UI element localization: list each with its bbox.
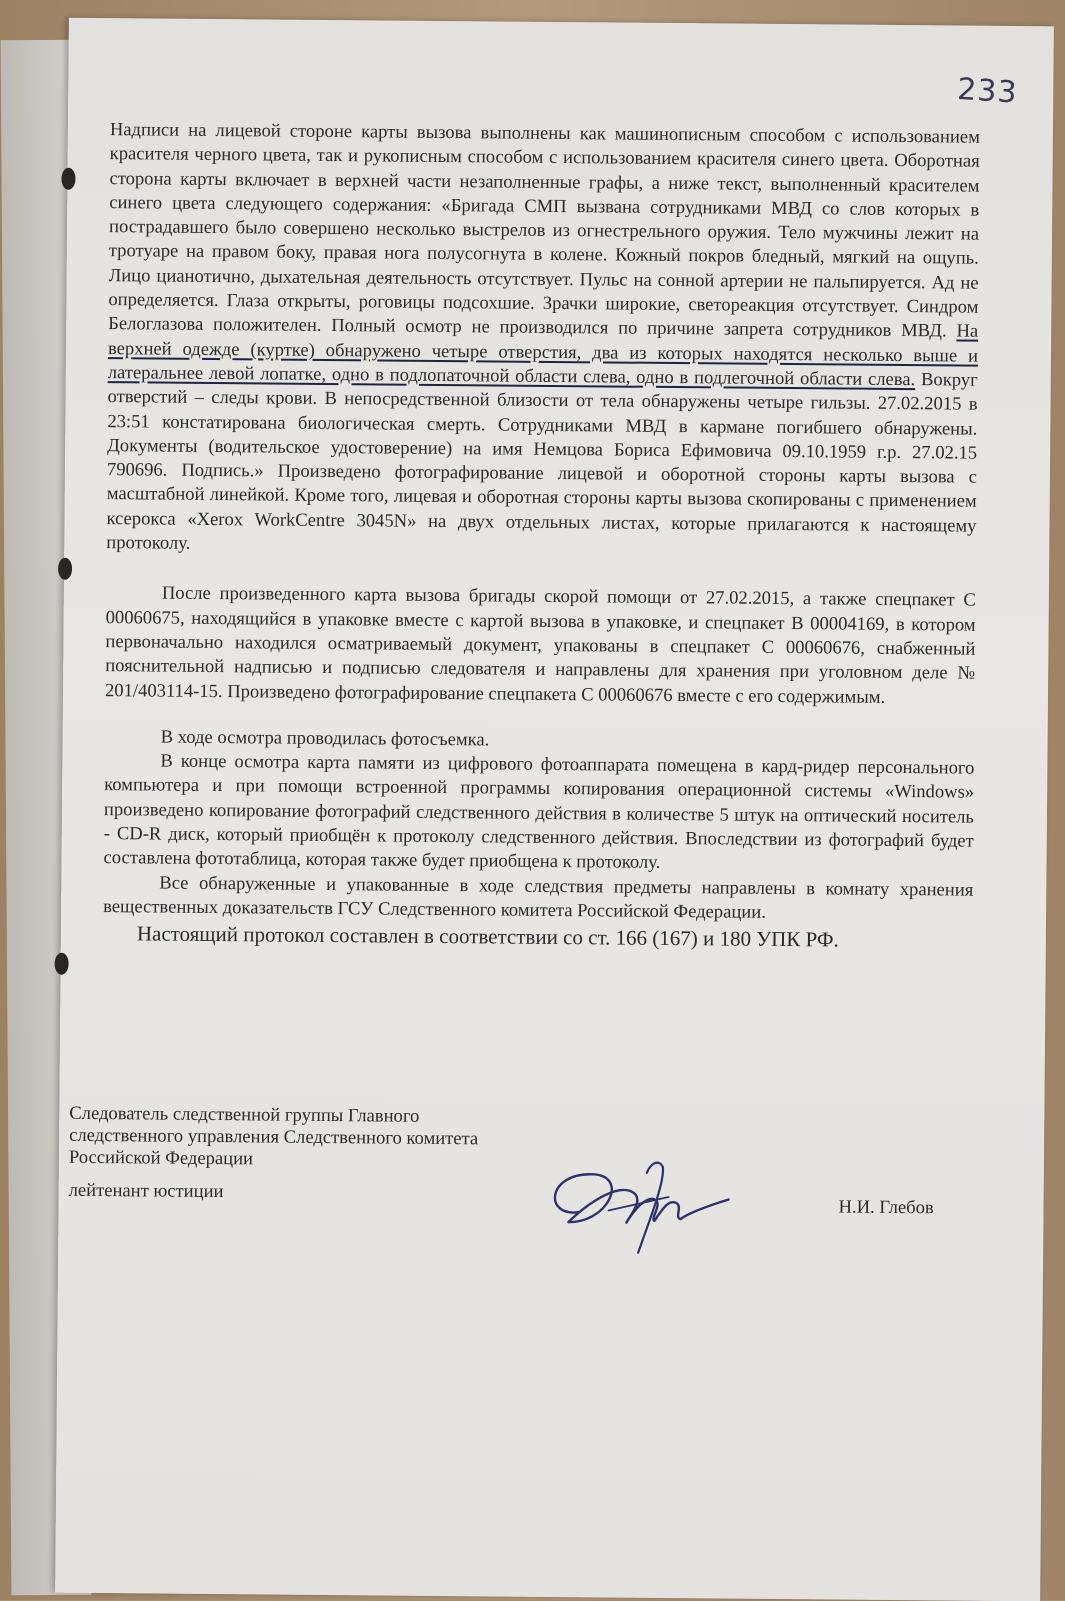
paragraph-text: Вокруг отверстий – следы крови. В непосредственной близости от тела обнаружены четыре гильзы. 27.02.2015 в 23:51 констатирована биологическая смерть. Сотрудниками МВД в кармане погибшего обнаружены. Документы (водительское удостоверение) на имя Немцова Бориса Ефимовича 09.10.1959 г.р. 27.02.15 790696. Подпись.» Произведено фотографирование лицевой и оборотной стороны карты вызова с масштабной линейкой. Кроме того, лицевая и оборотная стороны карты вызова скопированы с применением ксерокса «Xerox WorkCentre 3045N» на двух отдельных листах, которые прилагаются к настоящему протоколу. <box>106 369 978 554</box>
paragraph-packaging: После произведенного карта вызова бригады скорой помощи от 27.02.2015, а также спецпакет С 00060675, находящийся в упаковке вместе с картой вызова в упаковке, и спецпакет В 00004169, в котором первоначально находился осматриваемый документ, упакованы в спецпакет С 00060676, снабженный пояснительной надписью и подписью следователя и направлены для хранения при уголовном деле № 201/403114-15. Произведено фотографирование спецпакета С 00060676 вместе с его содержимым. <box>104 582 976 708</box>
paragraph-photography: В ходе осмотра проводилась фотосъемка. <box>160 726 490 751</box>
position-line: Следователь следственной группы Главного <box>69 1102 420 1127</box>
investigator-position <box>69 1103 970 1177</box>
position-line: следственного управления Следственного комитета <box>69 1124 479 1150</box>
binding-hole <box>55 953 69 975</box>
binding-hole <box>61 168 75 190</box>
paragraph-text: Надписи на лицевой стороне карты вызова выполнены как машинописным способом с использованием красителя черного цвета, так и рукописным способом с использованием красителя синего цвета. Оборотная сторона карты включает в верхней части незаполненные графы, а ниже текст, выполненный красителем синего цвета следующего содержания: «Бригада СМП вызвана сотрудниками МВД со слов которых в пострадавшего было совершено несколько выстрелов из огнестрельного оружия. Тело мужчины лежит на тротуаре на правом боку, правая нога полусогнута в колене. Кожный покров бледный, мягкий на ощупь. Лицо цианотично, дыхательная деятельность отсутствует. Пульс на сонной артерии не пальпируется. Ад не определяется. Глаза открыты, роговицы подсохшие. Зрачки широкие, светореакция отсутствует. Синдром Белоглазова положителен. Полный осмотр не производился по причине запрета сотрудников МВД. <box>108 119 980 342</box>
underlined-passage: На верхней одежде (куртке) обнаружено четыре отверстия, два из которых находятся несколько выше и латеральнее левой лопатке, одно в подлопаточной области слева, одно в подлегочной области слева. <box>107 320 979 391</box>
investigator-rank: лейтенант юстиции <box>68 1179 224 1203</box>
handwritten-page-number: 233 <box>956 71 1019 111</box>
handwritten-signature <box>538 1152 739 1264</box>
protocol-statement: Настоящий протокол составлен в соответствии со ст. 166 (167) и 180 УПК РФ. <box>136 921 839 952</box>
paragraph-evidence-storage: Все обнаруженные и упакованные в ходе следствия предметы направлены в комнату хранения вещественных доказательств ГСУ Следственного комитета Российской Федерации. <box>103 872 974 923</box>
binding-hole <box>58 558 72 580</box>
document-page <box>55 18 1054 1601</box>
paragraph-card-description <box>106 118 980 563</box>
position-line: Российской Федерации <box>68 1146 254 1170</box>
paragraph-copying: В конце осмотра карта памяти из цифрового фотоаппарата помещена в кард-ридер персонального компьютера и при помощи встроенной программы копирования операционной системы «Windows» произведено копирование фотографий следственного действия в количестве 5 штук на оптический носитель - CD-R диск, который приобщён к протоколу следственного действия. Впоследствии из фотографий будет составлена фототаблица, которая также будет приобщена к протоколу. <box>103 750 975 874</box>
protocol-body <box>103 118 980 955</box>
investigator-name: Н.И. Глебов <box>838 1196 934 1219</box>
